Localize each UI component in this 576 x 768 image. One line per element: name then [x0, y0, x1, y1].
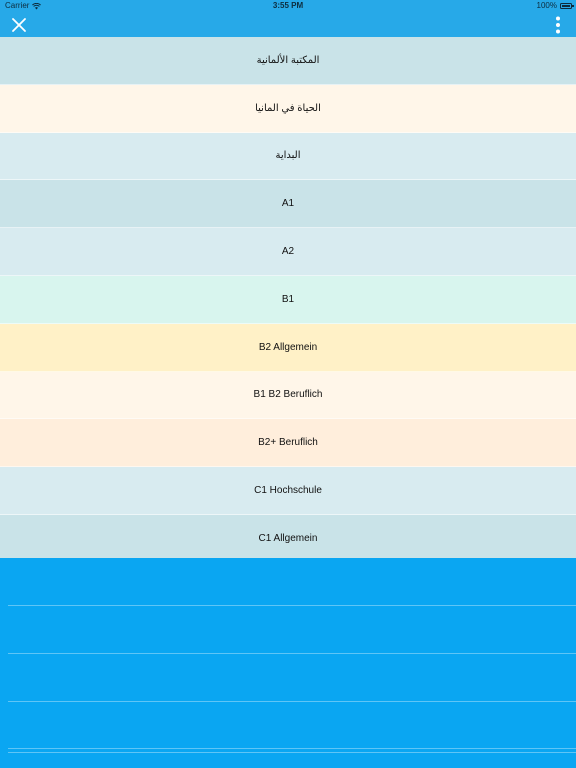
- more-vertical-icon: [554, 15, 562, 35]
- list-item[interactable]: [0, 85, 576, 133]
- list-separator: [8, 752, 576, 753]
- list-item-label: A1: [281, 198, 295, 210]
- list-separator: [8, 701, 576, 702]
- list-item[interactable]: [0, 37, 576, 85]
- battery-indicator: [537, 0, 572, 12]
- list-separator: [8, 748, 576, 749]
- category-list: [0, 37, 576, 563]
- list-item[interactable]: [0, 372, 576, 420]
- list-item-label: A2: [281, 246, 295, 258]
- battery-icon: [560, 3, 572, 9]
- list-item-label: B1 B2 Beruflich: [253, 389, 323, 401]
- status-time: 3:55 PM: [272, 1, 304, 10]
- list-item-label: C1 Allgemein: [258, 532, 318, 544]
- list-item[interactable]: [0, 515, 576, 563]
- list-separator: [8, 653, 576, 654]
- list-item-label: B2+ Beruflich: [258, 437, 318, 449]
- list-item[interactable]: [0, 133, 576, 181]
- list-item-label: المكتبة الألمانية: [256, 54, 320, 66]
- list-item[interactable]: [0, 276, 576, 324]
- list-item[interactable]: [0, 228, 576, 276]
- list-item-label: C1 Hochschule: [254, 485, 322, 497]
- status-bar: [0, 0, 576, 12]
- list-item-label: الحياة في المانيا: [255, 102, 321, 114]
- list-item-label: البداية: [275, 150, 301, 162]
- nav-bar: [0, 12, 576, 37]
- list-item[interactable]: [0, 419, 576, 467]
- list-item-label: B1: [281, 293, 295, 305]
- more-options-button[interactable]: [554, 15, 562, 35]
- battery-percent: 100%: [536, 1, 557, 10]
- carrier-label: Carrier: [5, 1, 30, 10]
- empty-list-area: [0, 558, 576, 768]
- close-icon: [9, 15, 29, 35]
- list-item[interactable]: [0, 467, 576, 515]
- list-item[interactable]: [0, 180, 576, 228]
- list-item[interactable]: [0, 324, 576, 372]
- close-button[interactable]: [9, 15, 29, 35]
- list-item-label: B2 Allgemein: [258, 341, 318, 353]
- list-separator: [8, 605, 576, 606]
